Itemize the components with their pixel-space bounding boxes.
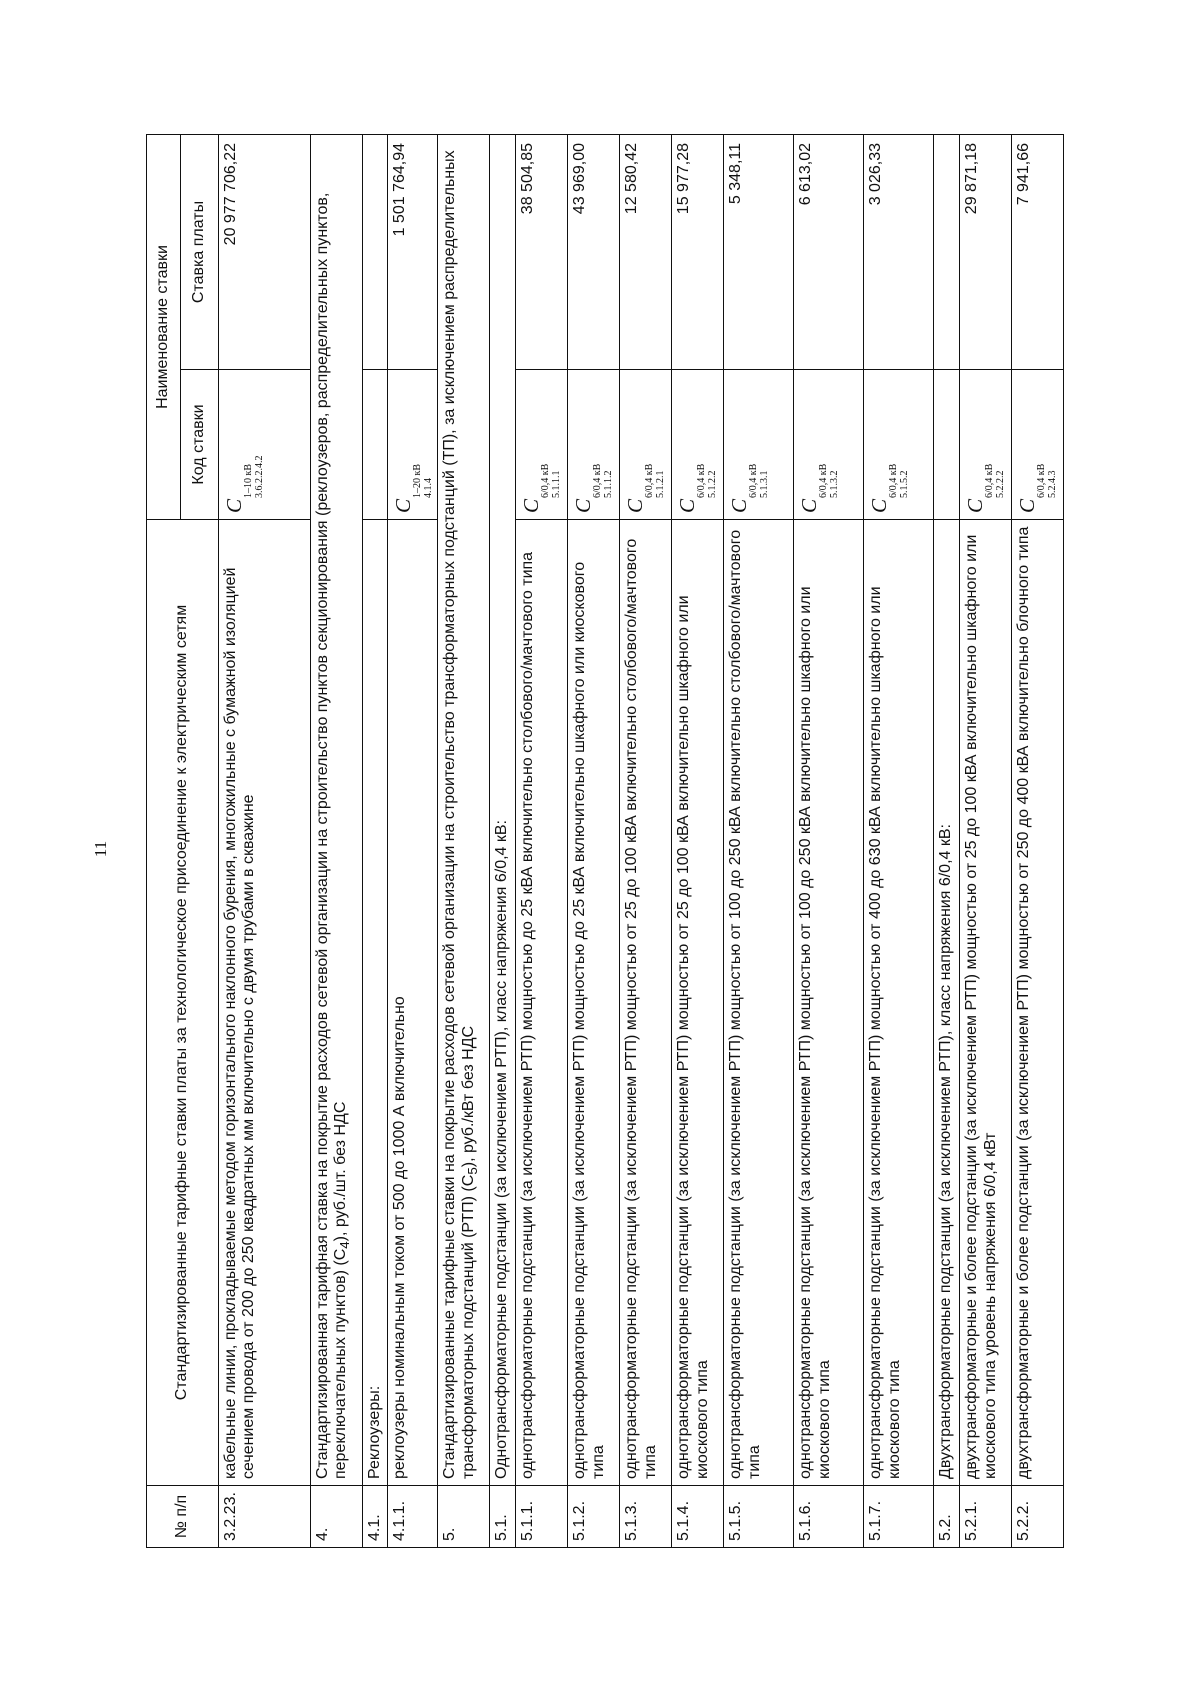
row-name: двухтрансформаторные и более подстанции (за исключением РТП) мощностью от 250 до 400 кВА включительно блочного типа <box>1012 520 1064 1486</box>
row-name: однотрансформаторные подстанции (за исключением РТП) мощностью от 400 до 630 кВА включительно шкафного или киоскового типа <box>864 520 934 1486</box>
rate-value: 38 504,85 <box>516 135 568 370</box>
row-name-subscript: 5 <box>464 1167 480 1175</box>
row-name: Реклоузеры: <box>363 520 388 1486</box>
rate-code-voltage: 6/0,4 кВ <box>888 463 900 498</box>
header-number: № п/п <box>147 1486 219 1548</box>
rate-code-index: 5.1.1.1 <box>551 470 563 498</box>
rate-code-index: 3.6.2.2.4.2 <box>254 455 265 498</box>
rate-code-voltage: 6/0,4 кВ <box>644 463 656 498</box>
row-name: кабельные линии, прокладываемые методом горизонтального наклонного бурения, многожильные с бумажной изоляцией сечением провода от 200 до 250 квадратных мм включительно с двумя трубами в скважине <box>219 520 311 1486</box>
rate-value: 43 969,00 <box>568 135 620 370</box>
row-number: 5.1. <box>490 1486 516 1548</box>
rate-value <box>934 135 960 370</box>
row-number: 4.1.1. <box>388 1486 438 1548</box>
rate-code-indices <box>243 455 265 498</box>
rate-code-indices <box>540 464 562 498</box>
table-row <box>672 135 724 1548</box>
row-number: 5.1.5. <box>724 1486 794 1548</box>
rate-code-indices <box>984 464 1006 498</box>
table-row <box>363 135 388 1548</box>
row-number: 5.1.6. <box>794 1486 864 1548</box>
row-name: однотрансформаторные подстанции (за исключением РТП) мощностью до 25 кВА включительно столбового/мачтового типа <box>516 520 568 1486</box>
rate-code-voltage: 6/0,4 кВ <box>818 463 830 498</box>
row-name: однотрансформаторные подстанции (за исключением РТП) мощностью от 100 до 250 кВА включительно столбового/мачтового типа <box>724 520 794 1486</box>
rate-code <box>960 370 1012 520</box>
table-row <box>1012 135 1064 1548</box>
row-number: 5.2.1. <box>960 1486 1012 1548</box>
row-number: 3.2.23. <box>219 1486 311 1548</box>
row-number: 5.1.4. <box>672 1486 724 1548</box>
rate-code-voltage: 1–10 кВ <box>243 463 254 498</box>
row-name-text: Стандартизированная тарифная ставка на покрытие расходов сетевой организации на строительство пунктов секционирования (реклоузеров, распределительных пунктов, переключательных пунктов) (C <box>314 192 350 1479</box>
rate-code <box>568 370 620 520</box>
table-body <box>219 135 1064 1548</box>
rate-code-indices <box>644 464 666 498</box>
rate-value: 7 941,66 <box>1012 135 1064 370</box>
rate-code-indices <box>888 464 910 498</box>
row-number: 5. <box>438 1486 490 1548</box>
table-row <box>934 135 960 1548</box>
rate-code <box>934 370 960 520</box>
rate-code-voltage: 6/0,4 кВ <box>748 463 760 498</box>
row-name: однотрансформаторные подстанции (за исключением РТП) мощностью до 25 кВА включительно шкафного или киоскового типа <box>568 520 620 1486</box>
header-code: Код ставки <box>181 370 219 520</box>
rate-code-symbol: C <box>391 498 416 513</box>
rate-code <box>516 370 568 520</box>
rate-code-index: 5.1.1.2 <box>603 470 615 498</box>
rate-value: 3 026,33 <box>864 135 934 370</box>
table-row <box>438 135 490 1548</box>
table-row <box>219 135 311 1548</box>
row-number: 5.2. <box>934 1486 960 1548</box>
rate-value: 1 501 764,94 <box>388 135 438 370</box>
row-number: 5.1.2. <box>568 1486 620 1548</box>
rate-code-indices <box>748 464 770 498</box>
rate-code-indices <box>592 464 614 498</box>
table-row <box>864 135 934 1548</box>
row-number: 5.1.1. <box>516 1486 568 1548</box>
table-row <box>724 135 794 1548</box>
row-name: реклоузеры номинальным током от 500 до 1000 А включительно <box>388 520 438 1486</box>
table-row <box>311 135 363 1548</box>
rate-code-index: 5.1.5.2 <box>899 470 911 498</box>
rate-code-indices <box>412 464 434 498</box>
rate-code <box>388 370 438 520</box>
table-row <box>490 135 516 1548</box>
row-name: однотрансформаторные подстанции (за исключением РТП) мощностью от 25 до 100 кВА включительно столбового/мачтового типа <box>620 520 672 1486</box>
row-name-tail: ), руб./шт. без НДС <box>332 1101 350 1242</box>
rate-code-symbol: C <box>623 498 648 513</box>
row-name <box>311 135 363 1486</box>
rate-code-index: 4.1.4 <box>423 477 435 498</box>
rate-code-symbol: C <box>222 498 246 513</box>
header-value: Ставка платы <box>181 135 219 370</box>
rate-code-indices <box>696 464 718 498</box>
rate-code <box>724 370 794 520</box>
header-group: Наименование ставки <box>147 135 181 520</box>
rate-value: 15 977,28 <box>672 135 724 370</box>
rate-code-symbol: C <box>675 498 700 513</box>
rate-code <box>620 370 672 520</box>
rate-code-voltage: 6/0,4 кВ <box>696 463 708 498</box>
row-name: Двухтрансформаторные подстанции (за исключением РТП), класс напряжения 6/0,4 кВ: <box>934 520 960 1486</box>
rate-value: 12 580,42 <box>620 135 672 370</box>
table-row <box>794 135 864 1548</box>
rate-code-symbol: C <box>571 498 596 513</box>
rate-code-index: 5.1.2.1 <box>655 470 667 498</box>
rate-code-voltage: 6/0,4 кВ <box>592 463 604 498</box>
row-name-tail: ), руб./кВт без НДС <box>459 1025 477 1168</box>
rate-code-symbol: C <box>727 498 752 513</box>
rate-code-symbol: C <box>797 498 822 513</box>
row-name: однотрансформаторные подстанции (за исключением РТП) мощностью от 100 до 250 кВА включительно шкафного или киоскового типа <box>794 520 864 1486</box>
rate-code-voltage: 1–20 кВ <box>412 463 424 498</box>
row-name-text: Стандартизированные тарифные ставки на покрытие расходов сетевой организации на строительство трансформаторных подстанций (ТП), за исключением распределительных трансформаторных подстанций (РТП) (C <box>441 150 477 1479</box>
rate-code-symbol: C <box>519 498 544 513</box>
rate-code <box>864 370 934 520</box>
row-name <box>438 135 490 1486</box>
rate-code <box>363 370 388 520</box>
table-row <box>568 135 620 1548</box>
rate-code-voltage: 6/0,4 кВ <box>540 463 552 498</box>
rate-code-index: 5.1.3.1 <box>759 470 771 498</box>
row-number: 4. <box>311 1486 363 1548</box>
row-name: двухтрансформаторные и более подстанции (за исключением РТП) мощностью от 25 до 100 кВА включительно шкафного или киоскового типа уровень напряжения 6/0,4 кВт <box>960 520 1012 1486</box>
table-row <box>960 135 1012 1548</box>
tariff-table <box>146 134 1064 1548</box>
rate-value <box>363 135 388 370</box>
row-number: 5.2.2. <box>1012 1486 1064 1548</box>
rate-value: 5 348,11 <box>724 135 794 370</box>
rate-code-index: 5.1.2.2 <box>707 470 719 498</box>
rate-value: 29 871,18 <box>960 135 1012 370</box>
rate-code <box>219 370 311 520</box>
rate-code-index: 5.1.3.2 <box>829 470 841 498</box>
rate-code <box>672 370 724 520</box>
rate-code-symbol: C <box>867 498 892 513</box>
table-row <box>388 135 438 1548</box>
rate-code-indices <box>818 464 840 498</box>
row-number: 4.1. <box>363 1486 388 1548</box>
rate-value: 20 977 706,22 <box>219 135 311 370</box>
rate-code <box>794 370 864 520</box>
row-name-subscript: 4 <box>337 1241 353 1249</box>
rate-value: 6 613,02 <box>794 135 864 370</box>
rate-code-index: 5.2.2.2 <box>995 470 1007 498</box>
rate-code-voltage: 6/0,4 кВ <box>1036 463 1048 498</box>
rate-code-symbol: C <box>1015 498 1040 513</box>
rate-code-indices <box>1036 464 1058 498</box>
table-row <box>620 135 672 1548</box>
row-number: 5.1.3. <box>620 1486 672 1548</box>
rate-code-symbol: C <box>963 498 988 513</box>
row-name: однотрансформаторные подстанции (за исключением РТП) мощностью от 25 до 100 кВА включительно шкафного или киоскового типа <box>672 520 724 1486</box>
tariff-table-container <box>146 135 1059 1548</box>
row-name: Однотрансформаторные подстанции (за исключением РТП), класс напряжения 6/0,4 кВ: <box>490 135 516 1486</box>
page-number: 11 <box>91 840 110 858</box>
header-rate-name: Стандартизированные тарифные ставки платы за технологическое присоединение к электрическим сетям <box>147 520 219 1486</box>
rate-code-index: 5.2.4.3 <box>1047 470 1059 498</box>
rate-code <box>1012 370 1064 520</box>
table-row <box>516 135 568 1548</box>
row-number: 5.1.7. <box>864 1486 934 1548</box>
rate-code-voltage: 6/0,4 кВ <box>984 463 996 498</box>
